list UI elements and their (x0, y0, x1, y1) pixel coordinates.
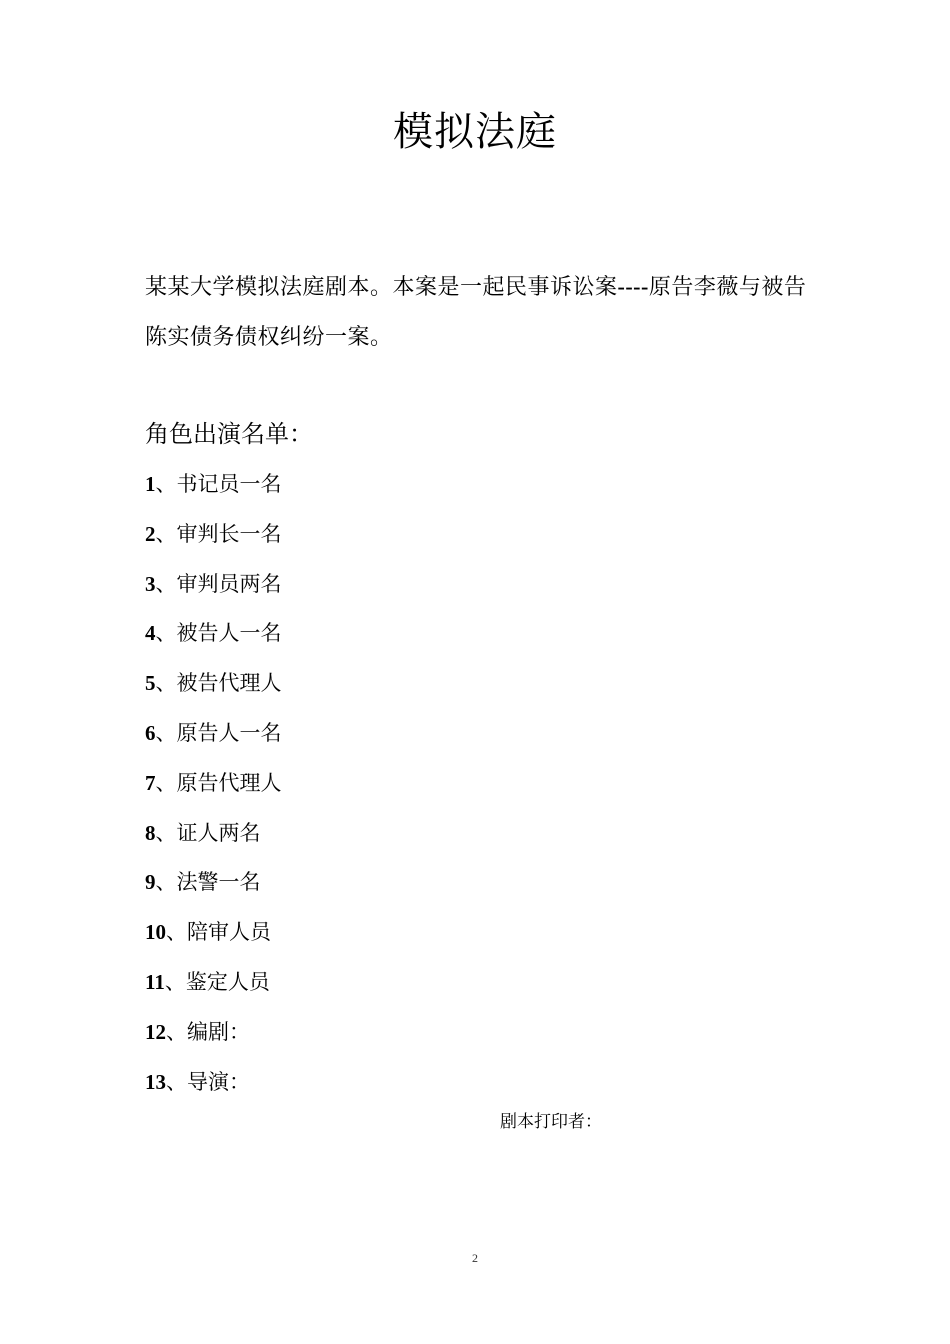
role-item (145, 1010, 282, 1060)
intro-text-part1: 某某大学模拟法庭剧本。本案是一起民事诉讼案 (145, 275, 618, 300)
intro-dash: ---- (617, 274, 649, 299)
role-item (145, 960, 282, 1010)
role-number: 1 (145, 472, 156, 496)
role-number: 10 (145, 920, 166, 945)
role-number: 6 (145, 720, 156, 745)
role-separator: 、 (166, 920, 187, 945)
role-item (145, 761, 282, 811)
role-text: 审判员两名 (176, 571, 282, 596)
role-separator: 、 (155, 472, 177, 496)
role-text: 书记员一名 (176, 472, 282, 496)
role-item (145, 562, 282, 612)
role-separator: 、 (155, 571, 177, 596)
role-text: 审判长一名 (176, 521, 282, 546)
role-item (145, 512, 282, 562)
role-text: 原告人一名 (176, 720, 282, 745)
role-number: 9 (145, 870, 156, 895)
role-item (145, 711, 282, 761)
intro-paragraph (145, 262, 825, 363)
page-number: 2 (472, 1251, 478, 1265)
role-item (145, 910, 282, 960)
role-text: 编剧： (187, 1019, 250, 1044)
role-separator: 、 (166, 1019, 187, 1044)
role-number: 3 (145, 571, 156, 596)
role-text: 陪审人员 (187, 920, 271, 945)
role-number: 8 (145, 820, 156, 845)
role-number: 12 (145, 1019, 166, 1044)
role-separator: 、 (155, 820, 177, 845)
role-item (145, 462, 282, 512)
role-text: 导演： (187, 1069, 250, 1094)
role-number: 5 (145, 671, 156, 696)
role-number: 13 (145, 1069, 166, 1094)
intro-text-part2: 原告李薇与被告陈实债务债权纠纷一案。 (145, 275, 807, 350)
role-text: 鉴定人员 (185, 969, 270, 994)
role-number: 11 (145, 969, 165, 994)
role-separator: 、 (155, 671, 177, 696)
role-separator: 、 (164, 969, 186, 994)
role-separator: 、 (155, 521, 177, 546)
role-number: 2 (145, 521, 156, 546)
role-text: 被告代理人 (176, 671, 282, 696)
roles-list (145, 462, 282, 1109)
role-item (145, 661, 282, 711)
role-separator: 、 (166, 1069, 187, 1094)
role-number: 7 (145, 770, 156, 795)
roles-heading: 角色出演名单： (145, 420, 313, 448)
role-text: 原告代理人 (176, 770, 282, 795)
role-separator: 、 (155, 621, 177, 646)
role-separator: 、 (155, 720, 177, 745)
role-text: 法警一名 (176, 870, 261, 895)
script-printer-label: 剧本打印者： (500, 1112, 602, 1132)
role-item (145, 811, 282, 861)
role-item (145, 860, 282, 910)
role-separator: 、 (155, 770, 177, 795)
role-text: 证人两名 (176, 820, 261, 845)
role-item (145, 611, 282, 661)
role-separator: 、 (155, 870, 177, 895)
role-text: 被告人一名 (176, 621, 282, 646)
role-item (145, 1060, 282, 1110)
role-number: 4 (145, 621, 156, 646)
page-title: 模拟法庭 (393, 109, 557, 155)
